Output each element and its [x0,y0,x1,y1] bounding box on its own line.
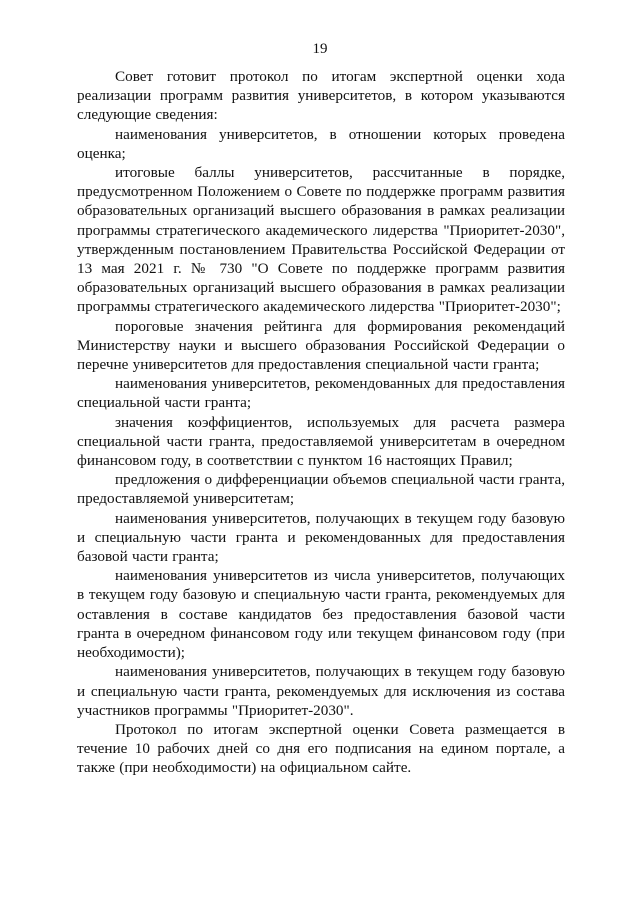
paragraph-basic-grant-recommendations: наименования университетов, получающих в текущем году базовую и специальную части гранта и рекомендованных для предоставления базовой части гранта; [77,509,565,566]
paragraph-exclusion-recommendations: наименования университетов, получающих в текущем году базовую и специальную части гранта, рекомендуемых для исключения из состава участников программы "Приоритет-2030". [77,663,565,719]
paragraph-rating-thresholds: пороговые значения рейтинга для формирования рекомендаций Министерству науки и высшего образования Российской Федерации о перечне университетов для предоставления специальной части гранта; [77,317,565,374]
paragraph-protocol-publication: Протокол по итогам экспертной оценки Совета размещается в течение 10 рабочих дней со дня его подписания на едином портале, а также (при необходимости) на официальном сайте. [77,720,565,777]
paragraph-assessed-universities: наименования университетов, в отношении которых проведена оценка; [77,125,565,162]
paragraph-recommended-universities: наименования университетов, рекомендованных для предоставления специальной части гранта; [77,375,565,412]
paragraph-grant-differentiation: предложения о дифференциации объемов специальной части гранта, предоставляемой университетам; [77,471,565,508]
paragraph-candidates-retention: наименования университетов из числа университетов, получающих в текущем году базовую и специальную части гранта, рекомендуемых для оставления в составе кандидатов без предоставления базовой части гранта в очередном финансовом году или текущем финансовом году (при необходимости); [77,567,565,662]
paragraph-final-scores: итоговые баллы университетов, рассчитанные в порядке, предусмотренном Положением о Совете по поддержке программ развития образовательных организаций высшего образования в рамках реализации программы стратегического академического лидерства "Приоритет-2030", утвержденным постановлением Правительства Российской Федерации от 13 мая 2021 г. № 730 "О Совете по поддержке программ развития образовательных организаций высшего образования в рамках реализации программы стратегического академического лидерства "Приоритет-2030"; [77,164,565,316]
paragraph-coefficient-values: значения коэффициентов, используемых для расчета размера специальной части гранта, предоставляемой университетам в очередном финансовом году, в соответствии с пунктом 16 настоящих Правил; [77,413,565,470]
page-number: 19 [312,41,328,57]
body-text [77,67,565,778]
paragraph-council-protocol-intro: Совет готовит протокол по итогам экспертной оценки хода реализации программ развития университетов, в котором указываются следующие сведения: [77,68,565,124]
